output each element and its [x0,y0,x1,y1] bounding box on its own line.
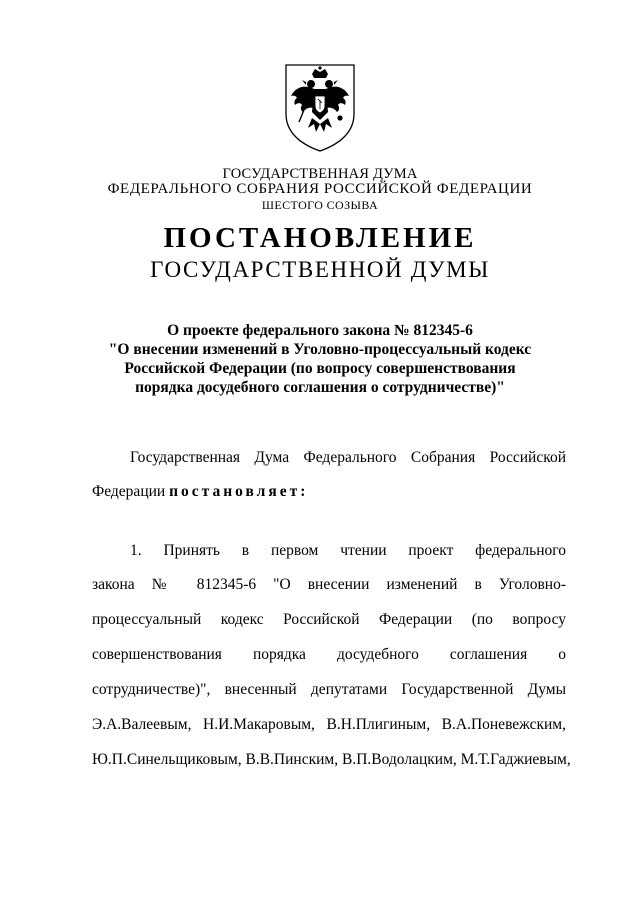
document-subtitle: ГОСУДАРСТВЕННОЙ ДУМЫ [150,257,490,282]
document-title: ПОСТАНОВЛЕНИЕ [163,222,477,254]
preamble-text: Федерации [92,483,166,500]
preamble-line: Государственная Дума Федерального Собрания Российской [130,449,566,466]
org-line-3: ШЕСТОГО СОЗЫВА [261,198,379,212]
law-name-line: О проекте федерального закона № 812345-6 [167,322,473,339]
law-name [80,321,560,397]
law-name-line: "О внесении изменений в Уголовно-процессуальный кодекс [108,341,532,358]
item1-line: закона № 812345-6 "О внесении изменений в Уголовно- [92,576,566,593]
item1-line: Э.А.Валеевым, Н.И.Макаровым, В.Н.Плигиным, В.А.Поневежским, [92,716,566,733]
law-name-line: порядка досудебного соглашения о сотрудничестве)" [135,379,505,396]
coat-of-arms-icon [282,62,358,154]
item1-line: сотрудничестве)", внесенный депутатами Государственной Думы [92,681,566,698]
law-name-line: Российской Федерации (по вопросу совершенствования [124,360,516,377]
preamble-line-2 [92,482,566,502]
org-line-1: ГОСУДАРСТВЕННАЯ ДУМА [222,166,418,182]
org-line-2: ФЕДЕРАЛЬНОГО СОБРАНИЯ РОССИЙСКОЙ ФЕДЕРАЦИИ [107,181,533,197]
item1-line: совершенствования порядка досудебного соглашения о [92,646,566,663]
item1-line: процессуальный кодекс Российской Федерации (по вопросу [92,611,566,628]
item1-line: Ю.П.Синельщиковым, В.В.Пинским, В.П.Водолацким, М.Т.Гаджиевым, [92,751,571,768]
item1-line: 1. Принять в первом чтении проект федерального [130,542,566,559]
resolves-word: постановляет: [169,483,309,500]
